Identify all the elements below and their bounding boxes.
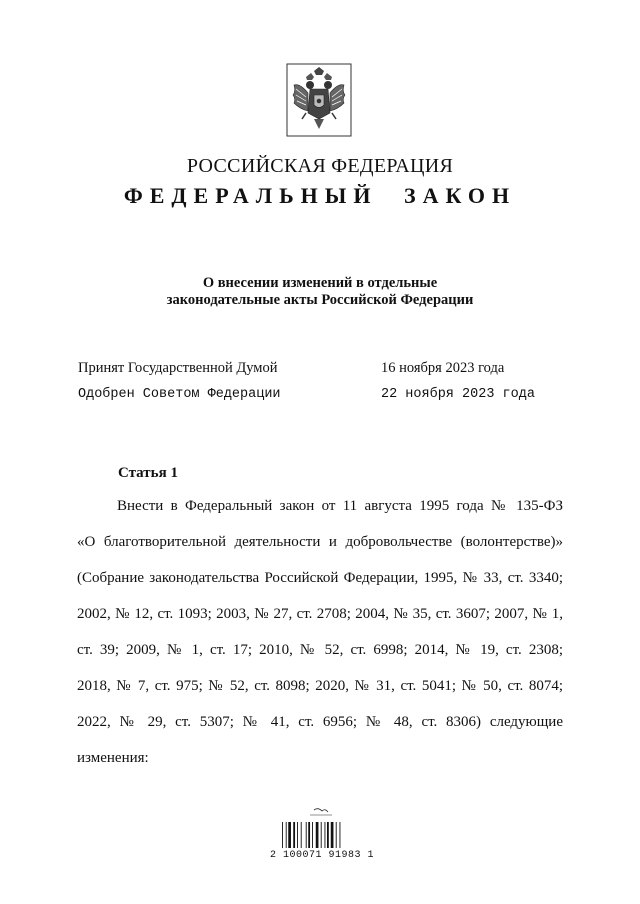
document-type: ФЕДЕРАЛЬНЫЙ ЗАКОН bbox=[123, 183, 517, 208]
country-name: РОССИЙСКАЯ ФЕДЕРАЦИЯ bbox=[186, 155, 454, 177]
barcode-bar bbox=[312, 822, 313, 848]
article-text-line: 2018, № 7, ст. 975; № 52, ст. 8098; 2020, № 31, ст. 5041; № 50, ст. 8074; bbox=[77, 678, 563, 694]
barcode-bar bbox=[306, 822, 307, 848]
barcode-number: 2 100071 91983 1 bbox=[270, 850, 375, 861]
approved-date: 22 ноября 2023 года bbox=[381, 387, 535, 402]
coat-of-arms-emblem bbox=[286, 63, 352, 137]
law-title bbox=[0, 275, 640, 309]
barcode-bars bbox=[282, 822, 340, 848]
barcode-bar bbox=[282, 822, 283, 848]
barcode-bar bbox=[301, 822, 302, 848]
barcode-bar bbox=[316, 822, 319, 848]
article-heading: Статья 1 bbox=[118, 465, 178, 481]
barcode-bar bbox=[340, 822, 341, 848]
barcode-bar bbox=[286, 822, 287, 848]
barcode-image bbox=[280, 806, 362, 872]
article-body bbox=[77, 494, 563, 782]
barcode-bar bbox=[297, 822, 298, 848]
article-text-line: изменения: bbox=[77, 750, 149, 766]
article-text-line: 2002, № 12, ст. 1093; 2003, № 27, ст. 2708; 2004, № 35, ст. 3607; 2007, № 1, bbox=[77, 606, 563, 622]
barcode-bar bbox=[321, 822, 322, 848]
article-text-line: «О благотворительной деятельности и добровольчестве (волонтерстве)» bbox=[77, 534, 563, 550]
article-text-line: (Собрание законодательства Российской Федерации, 1995, № 33, ст. 3340; bbox=[77, 570, 563, 586]
barcode-bar bbox=[293, 822, 295, 848]
article-text-line: Внести в Федеральный закон от 11 августа 1995 года № 135-ФЗ bbox=[117, 498, 563, 514]
adopted-date: 16 ноября 2023 года bbox=[381, 360, 505, 376]
barcode-bar bbox=[336, 822, 337, 848]
adopted-label: Принят Государственной Думой bbox=[78, 360, 278, 376]
barcode-bar bbox=[288, 822, 291, 848]
barcode-bar bbox=[308, 822, 310, 848]
law-title-line: О внесении изменений в отдельные bbox=[202, 275, 438, 291]
law-title-line: законодательные акты Российской Федерации bbox=[166, 292, 474, 308]
approved-label: Одобрен Советом Федерации bbox=[78, 387, 281, 402]
article-text-line: ст. 39; 2009, № 1, ст. 17; 2010, № 52, ст. 6998; 2014, № 19, ст. 2308; bbox=[77, 642, 563, 658]
article-text-line: 2022, № 29, ст. 5307; № 41, ст. 6956; № 48, ст. 8306) следующие bbox=[77, 714, 563, 730]
barcode-bar bbox=[325, 822, 326, 848]
barcode-bar bbox=[327, 822, 329, 848]
barcode-bar bbox=[331, 822, 334, 848]
